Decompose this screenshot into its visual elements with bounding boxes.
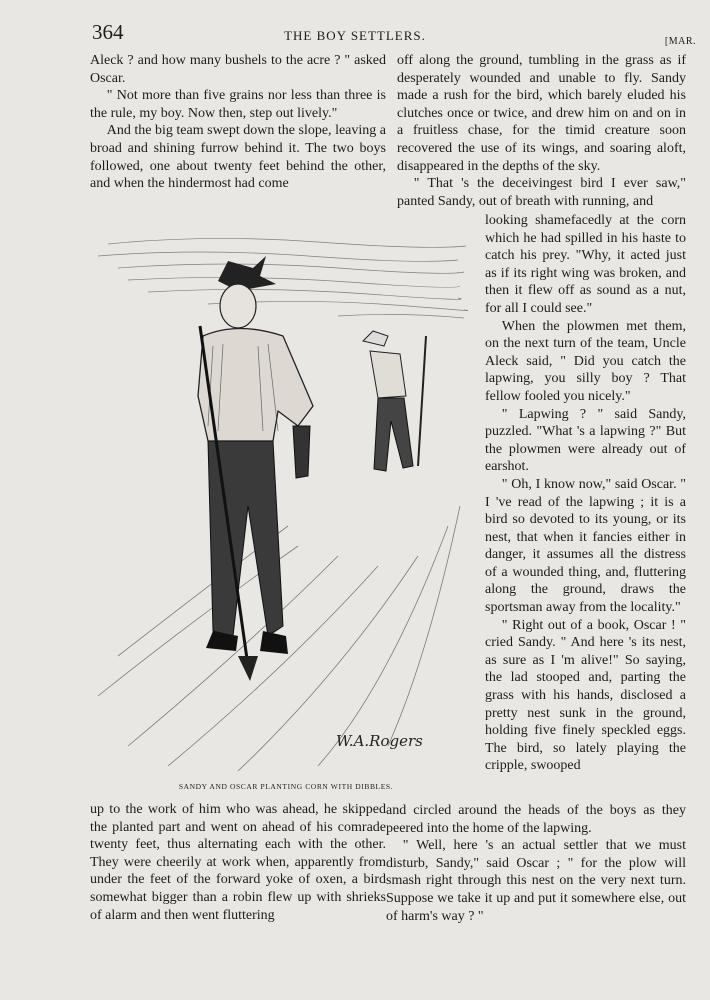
paragraph: When the plowmen met them, on the next turn of the team, Uncle Aleck said, " Did you catch the lapwing, you silly boy ? That fellow fooled you nicely." — [485, 318, 686, 404]
paragraph: Aleck ? and how many bushels to the acre ? " asked Oscar. — [90, 53, 386, 86]
paragraph: " Oh, I know now," said Oscar. " I 've read of the lapwing ; it is a bird so devoted to its young, or its nest, that when it fancies either in danger, it assumes all the distress of a wounded thing, and, fluttering along the ground, draws the sportsman away from the locality." — [485, 476, 686, 616]
figure-oscar — [363, 331, 426, 471]
sky-hatching — [98, 238, 468, 318]
illustration-caption: SANDY AND OSCAR PLANTING CORN WITH DIBBLES. — [178, 782, 394, 791]
paragraph: up to the work of him who was ahead, he skipped the planted part and went on ahead of his comrade twenty feet, thus alternating each with the other. They were cheerily at work when, apparently from under the feet of the forward yoke of oxen, a bird somewhat bigger than a robin flew up with shrieks of alarm and then went fluttering — [90, 802, 386, 923]
paragraph: " Lapwing ? " said Sandy, puzzled. "What 's a lapwing ?" But the plowmen were already out of earshot. — [485, 406, 686, 475]
paragraph: " That 's the deceivingest bird I ever saw," panted Sandy, out of breath with running, and — [397, 176, 686, 209]
paragraph: and circled around the heads of the boys as they peered into the home of the lapwing. — [386, 803, 686, 836]
right-column-wrap — [485, 212, 686, 775]
paragraph: " Right out of a book, Oscar ! " cried Sandy. " And here 's its nest, as sure as I 'm alive!" So saying, the lad stooped and, parting the grass with his hands, disclosed a pretty nest sunk in the ground, holding five finely speckled eggs. The bird, so lately playing the cripple, swooped — [485, 617, 686, 774]
signature-text: W.A.Rogers — [336, 732, 423, 750]
right-column-top — [397, 52, 686, 210]
page-number: 364 — [92, 20, 124, 44]
figure-sandy — [198, 256, 313, 681]
right-column-bottom — [386, 802, 686, 925]
issue-month: [MAR. — [664, 36, 696, 47]
page-header — [0, 20, 710, 50]
paragraph: " Well, here 's an actual settler that we must disturb, Sandy," said Oscar ; " for the plow will smash right through this nest on the very next turn. Suppose we take it up and put it somewhere else, out of harm's way ? " — [386, 838, 686, 924]
artist-signature — [336, 732, 423, 750]
paragraph: looking shamefacedly at the corn which he had spilled in his haste to catch his prey. "Why, it acted just as if its right wing was broken, and then it flew off as sound as a nut, for all I could see." — [485, 213, 686, 316]
paragraph: " Not more than five grains nor less than three is the rule, my boy. Now then, step out lively." — [90, 88, 386, 121]
left-column-bottom — [90, 801, 386, 924]
running-title: THE BOY SETTLERS. — [284, 28, 426, 43]
paragraph: off along the ground, tumbling in the grass as if desperately wounded and unable to fly. Sandy made a rush for the bird, which barely eluded his clutches once or twice, and drew him on and on in a fruitless chase, for the timid creature soon recovered the use of its wings, and soaring aloft, disappeared in the depths of the sky. — [397, 53, 686, 174]
illustration-engraving — [88, 226, 468, 778]
left-column-top — [90, 52, 386, 193]
paragraph: And the big team swept down the slope, leaving a broad and shining furrow behind it. The two boys followed, one about twenty feet behind the other, and when the hindermost had come — [90, 123, 386, 192]
